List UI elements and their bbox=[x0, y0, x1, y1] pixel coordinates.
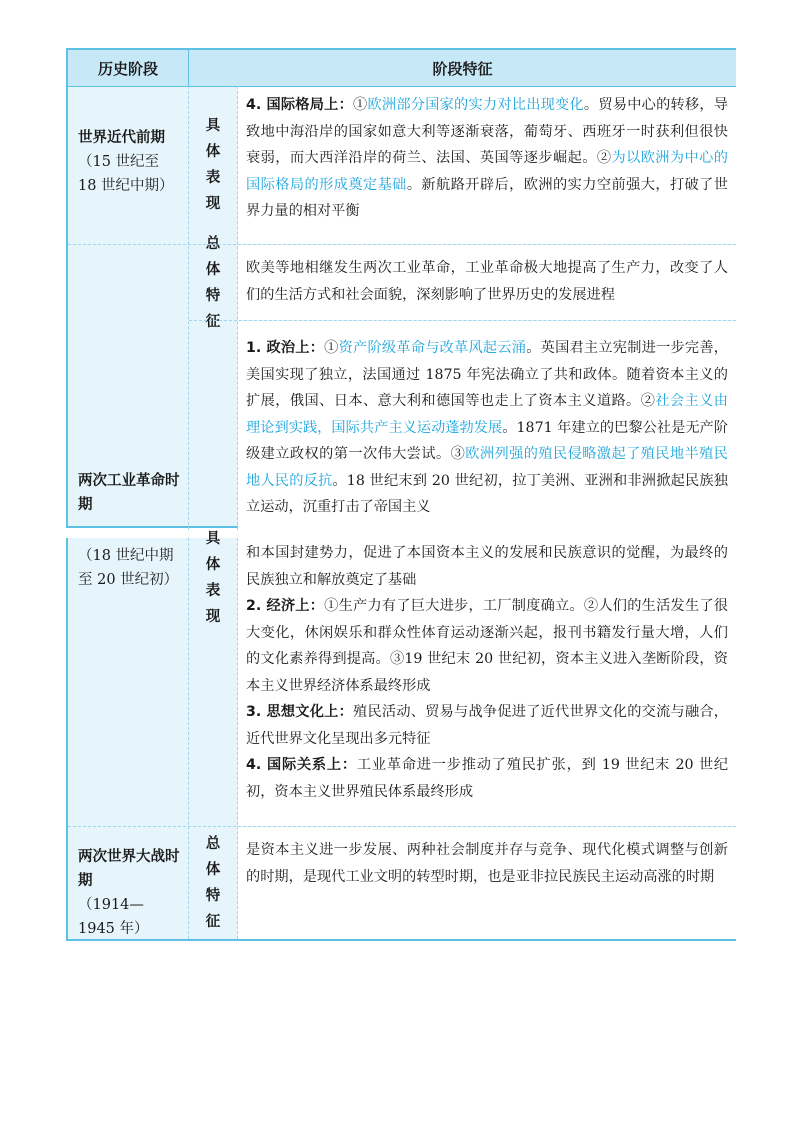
marker: ② bbox=[640, 393, 656, 409]
item-lead: 1. 政治上： bbox=[246, 340, 325, 356]
content-early-modern bbox=[238, 86, 736, 244]
content-politics bbox=[238, 321, 736, 530]
body-text: 是资本主义进一步发展、两种社会制度并存与竞争、现代化模式调整与创新的时期，是现代工业文明的转型时期，也是亚非拉民族民主运动高涨的时期 bbox=[246, 842, 728, 885]
marker: ① bbox=[353, 97, 368, 113]
body-text: 。英国君主立宪制进一步完善，美国实现了独立，法国通过 1875 年宪法确立了共和政体。随着资本主义的扩展，俄国、日本、意大利和德国等也走上了资本主义道路。 bbox=[246, 340, 728, 409]
label-summary bbox=[189, 235, 237, 330]
stage-industrial bbox=[68, 245, 188, 530]
body-text: 。1871 年建立的巴黎公社是无产阶级建立政权的第一次伟大尝试。 bbox=[246, 419, 728, 462]
marker: ② bbox=[596, 150, 612, 166]
body-text: ①生产力有了巨大进步，工厂制度确立。②人们的生活发生了很大变化，休闲娱乐和群众性体育运动逐渐兴起，报刊书籍发行量大增，人们的文化素养得到提高。③19 世纪末 20 世纪初，资本主义进入垄断阶段，资本主义世界经济体系最终形成 bbox=[246, 598, 728, 694]
highlight-text: 欧洲部分国家的实力对比出现变化 bbox=[367, 97, 584, 113]
label-specific bbox=[189, 531, 237, 625]
label-text: 总体特征 bbox=[205, 235, 221, 330]
content-world-wars bbox=[238, 827, 736, 939]
item-lead: 3. 思想文化上： bbox=[246, 704, 354, 720]
marker: ③ bbox=[450, 446, 466, 462]
highlight-text: 欧洲列强的殖民侵略激起了殖民地半殖民地人民的反抗 bbox=[246, 446, 728, 489]
label-specific bbox=[189, 86, 237, 244]
stage-period: （1914—1945 年） bbox=[78, 897, 149, 937]
body-text: 。贸易中心的转移，导致地中海沿岸的国家如意大利等逐渐衰落，葡萄牙、西班牙一时获利但很快衰弱，而大西洋沿岸的荷兰、法国、英国等逐步崛起。 bbox=[246, 97, 728, 166]
table-bottom bbox=[66, 531, 736, 941]
body-text: 工业革命进一步推动了殖民扩张，到 19 世纪末 20 世纪初，资本主义世界殖民体系最终形成 bbox=[246, 757, 729, 800]
body-text: 。18 世纪末到 20 世纪初，拉丁美洲、亚洲和非洲掀起民族独立运动，沉重打击了帝国主义 bbox=[246, 472, 728, 515]
item-lead: 4. 国际关系上： bbox=[246, 757, 357, 773]
body-text: 。新航路开辟后，欧洲的实力空前强大，打破了世界力量的相对平衡 bbox=[246, 176, 728, 219]
header-stage: 历史阶段 bbox=[68, 50, 188, 86]
label-text: 具体表现 bbox=[205, 531, 221, 625]
marker: ① bbox=[324, 340, 339, 356]
body-text: 殖民活动、贸易与战争促进了近代世界文化的交流与融合，近代世界文化呈现出多元特征 bbox=[246, 704, 728, 747]
content-industrial-details bbox=[238, 538, 736, 826]
stage-period: （15 世纪至 18 世纪中期） bbox=[78, 154, 174, 194]
label-text: 总体特征 bbox=[205, 836, 221, 930]
item-lead: 4. 国际格局上： bbox=[246, 97, 354, 113]
highlight-text: 资产阶级革命与改革风起云涌 bbox=[338, 340, 527, 356]
stage-world-wars bbox=[68, 827, 188, 939]
label-blank bbox=[189, 321, 237, 530]
highlight-text: 社会主义由理论到实践，国际共产主义运动蓬勃发展 bbox=[246, 393, 728, 436]
label-blank bbox=[189, 618, 237, 826]
table-top bbox=[66, 48, 736, 528]
item-lead: 2. 经济上： bbox=[246, 598, 325, 614]
stage-industrial-period bbox=[68, 538, 188, 826]
stage-period: （18 世纪中期至 20 世纪初） bbox=[78, 548, 179, 588]
highlight-text: 为以欧洲为中心的国际格局的形成奠定基础 bbox=[246, 150, 728, 193]
header-feature: 阶段特征 bbox=[189, 50, 736, 86]
body-text: 和本国封建势力，促进了本国资本主义的发展和民族意识的觉醒，为最终的民族独立和解放奠定了基础 bbox=[246, 545, 728, 588]
content-summary bbox=[238, 245, 736, 320]
label-summary bbox=[189, 827, 237, 939]
summary-text: 欧美等地相继发生两次工业革命，工业革命极大地提高了生产力，改变了人们的生活方式和社会面貌，深刻影响了世界历史的发展进程 bbox=[246, 260, 728, 303]
stage-name: 两次世界大战时期 bbox=[78, 849, 180, 889]
stage-early-modern bbox=[68, 86, 188, 244]
stage-name: 世界近代前期 bbox=[78, 130, 165, 146]
label-text: 具体表现 bbox=[205, 118, 221, 212]
stage-name: 两次工业革命时期 bbox=[78, 473, 180, 513]
